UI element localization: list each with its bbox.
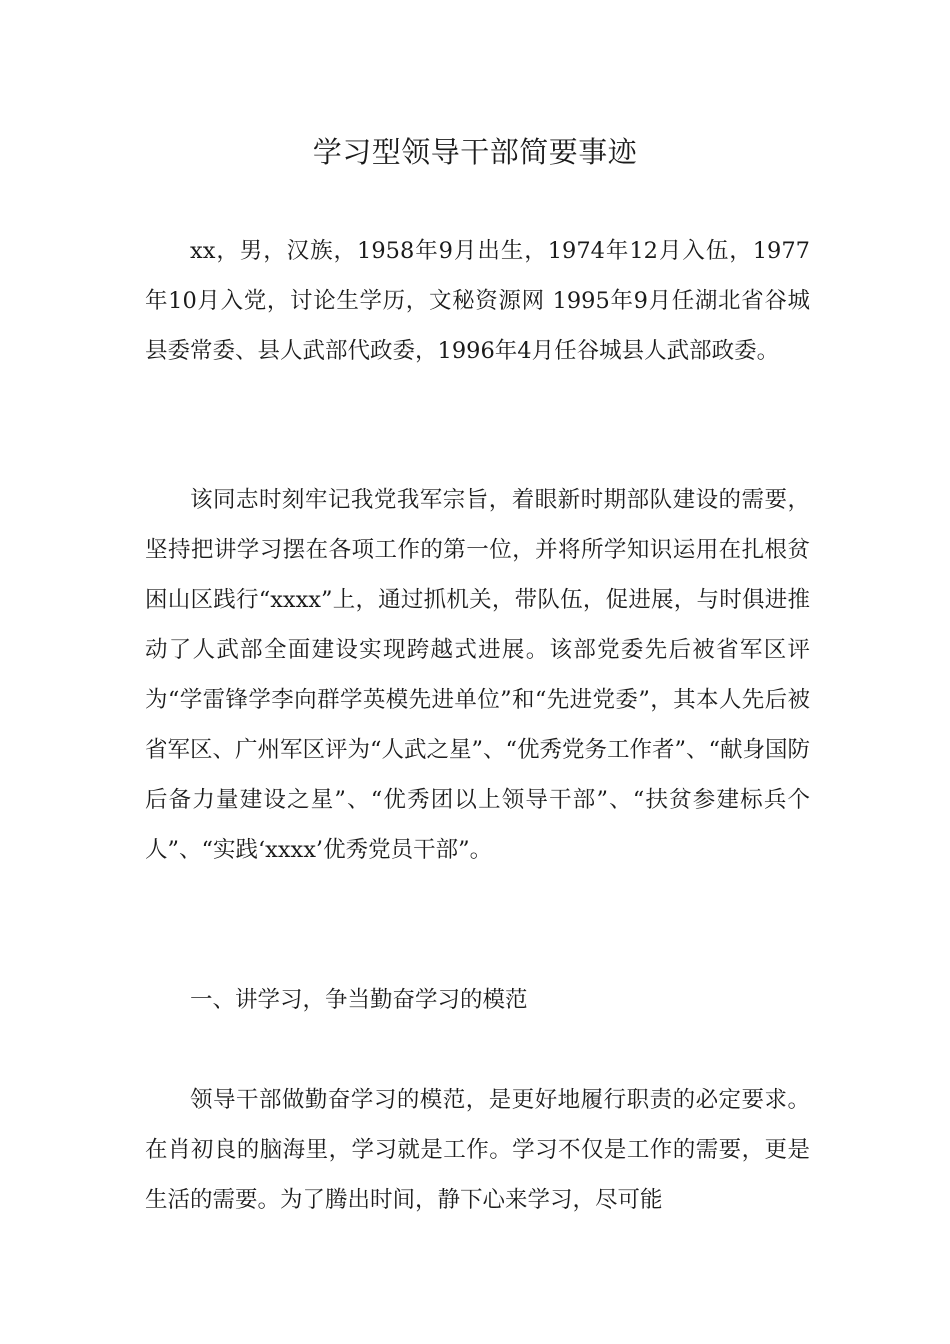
profile-paragraph: xx，男，汉族，1958年9月出生，1974年12月入伍，1977年10月入党，讨论生学历，文秘资源网 1995年9月任湖北省谷城县委常委、县人武部代政委，1996年4月任谷城县人武部政委。 — [145, 238, 810, 364]
section-paragraph: 领导干部做勤奋学习的模范，是更好地履行职责的必定要求。在肖初良的脑海里，学习就是工作。学习不仅是工作的需要，更是生活的需要。为了腾出时间，静下心来学习，尽可能 — [145, 1087, 810, 1213]
achievement-paragraph: 该同志时刻牢记我党我军宗旨，着眼新时期部队建设的需要，坚持把讲学习摆在各项工作的第一位，并将所学知识运用在扎根贫困山区践行“xxxx”上，通过抓机关，带队伍，促进展，与时俱进推动了人武部全面建设实现跨越式进展。该部党委先后被省军区评为“学雷锋学李向群学英模先进单位”和“先进党委”，其本人先后被省军区、广州军区评为“人武之星”、“优秀党务工作者”、“献身国防后备力量建设之星”、“优秀团以上领导干部”、“扶贫参建标兵个人”、“实践‘xxxx’优秀党员干部”。 — [145, 487, 811, 863]
section-heading: 一、讲学习，争当勤奋学习的模范 — [190, 987, 528, 1013]
document-title: 学习型领导干部简要事迹 — [312, 135, 638, 169]
